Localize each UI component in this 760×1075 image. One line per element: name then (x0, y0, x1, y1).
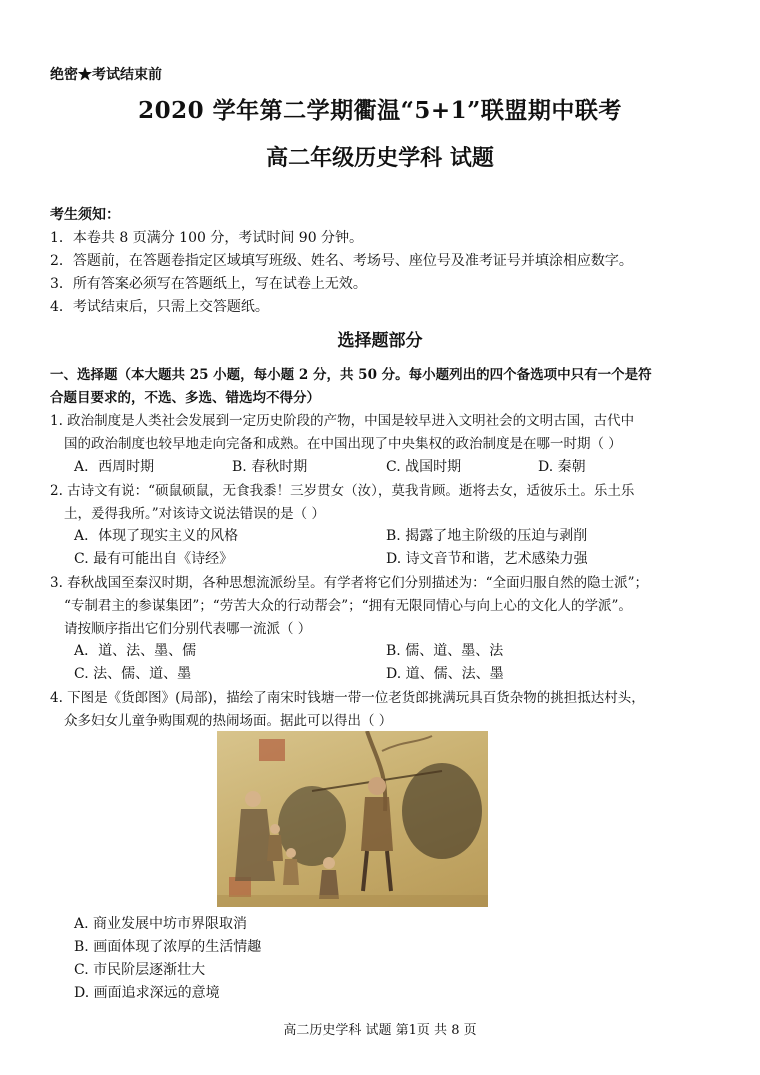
question-4-text: 4. 下图是《货郎图》(局部)，描绘了南宋时钱塘一带一位老货郎挑满玩具百货杂物的挑担抵达村头， (50, 690, 645, 706)
exam-title: 2020 学年第二学期衢温“5+1”联盟期中联考 (138, 97, 622, 124)
notice-item: 4．考试结束后，只需上交答题纸。 (50, 299, 269, 315)
notice-item: 2．答题前，在答题卷指定区域填写班级、姓名、考场号、座位号及准考证号并填涂相应数字。 (50, 253, 633, 269)
question-2-text: 2. 古诗文有说：“硕鼠硕鼠，无食我黍！三岁贯女（汝），莫我肯顾。逝将去女，适彼乐土。乐土乐 (50, 483, 635, 499)
question-4-option-b: B. 画面体现了浓厚的生活情趣 (74, 939, 262, 955)
notice-item: 3．所有答案必须写在答题纸上，写在试卷上无效。 (50, 276, 367, 292)
question-4-option-c: C. 市民阶层逐渐壮大 (74, 962, 206, 978)
question-4-text: 众多妇女儿童争购围观的热闹场面。据此可以得出（ ） (64, 713, 393, 729)
question-1-option-b: B. 春秋时期 (232, 459, 308, 475)
section-intro: 一、选择题（本大题共 25 小题，每小题 2 分，共 50 分。每小题列出的四个备选项中只有一个是符 (50, 367, 652, 383)
question-2-option-a: A．体现了现实主义的风格 (74, 528, 239, 544)
question-1-option-a: A．西周时期 (74, 459, 155, 475)
question-3-option-b: B. 儒、道、墨、法 (386, 643, 504, 659)
question-3-option-a: A．道、法、墨、儒 (74, 643, 197, 659)
question-2-option-b: B. 揭露了地主阶级的压迫与剥削 (386, 528, 588, 544)
question-4-option-d: D. 画面追求深远的意境 (74, 985, 220, 1001)
question-1-text: 国的政治制度也较早地走向完备和成熟。在中国出现了中央集权的政治制度是在哪一时期（ ） (64, 436, 622, 452)
seal-mark (259, 739, 285, 761)
page-footer: 高二历史学科 试题 第1页 共 8 页 (283, 1023, 477, 1038)
question-4-option-a: A. 商业发展中坊市界限取消 (74, 916, 248, 932)
question-3-option-d: D. 道、儒、法、墨 (386, 666, 504, 682)
exam-subtitle: 高二年级历史学科 试题 (266, 145, 494, 171)
question-3-option-c: C. 法、儒、道、墨 (74, 666, 192, 682)
section-title: 选择题部分 (337, 331, 423, 351)
question-1-option-c: C. 战国时期 (386, 459, 462, 475)
question-3-text: “专制君主的参谋集团”；“劳苦大众的行动帮会”；“拥有无限同情心与向上心的文化人的学派”。 (64, 598, 632, 614)
notice-heading: 考生须知： (50, 207, 120, 223)
huolang-painting-image (217, 731, 488, 907)
notice-item: 1．本卷共 8 页满分 100 分，考试时间 90 分钟。 (50, 230, 364, 246)
question-3-text: 请按顺序指出它们分别代表哪一流派（ ） (64, 621, 312, 637)
question-3-text: 3. 春秋战国至秦汉时期，各种思想流派纷呈。有学者将它们分别描述为：“全面归服自然的隐士派”； (50, 575, 648, 591)
section-intro: 合题目要求的，不选、多选、错选均不得分） (50, 390, 320, 406)
question-1-option-d: D. 秦朝 (538, 459, 586, 475)
question-2-text: 土，爰得我所。”对该诗文说法错误的是（ ） (64, 506, 325, 522)
question-2-option-c: C. 最有可能出自《诗经》 (74, 551, 234, 567)
question-2-option-d: D. 诗文音节和谐，艺术感染力强 (386, 551, 588, 567)
confidential-label: 绝密★考试结束前 (50, 67, 162, 83)
question-1-text: 1. 政治制度是人类社会发展到一定历史阶段的产物，中国是较早进入文明社会的文明古国，古代中 (50, 413, 635, 429)
